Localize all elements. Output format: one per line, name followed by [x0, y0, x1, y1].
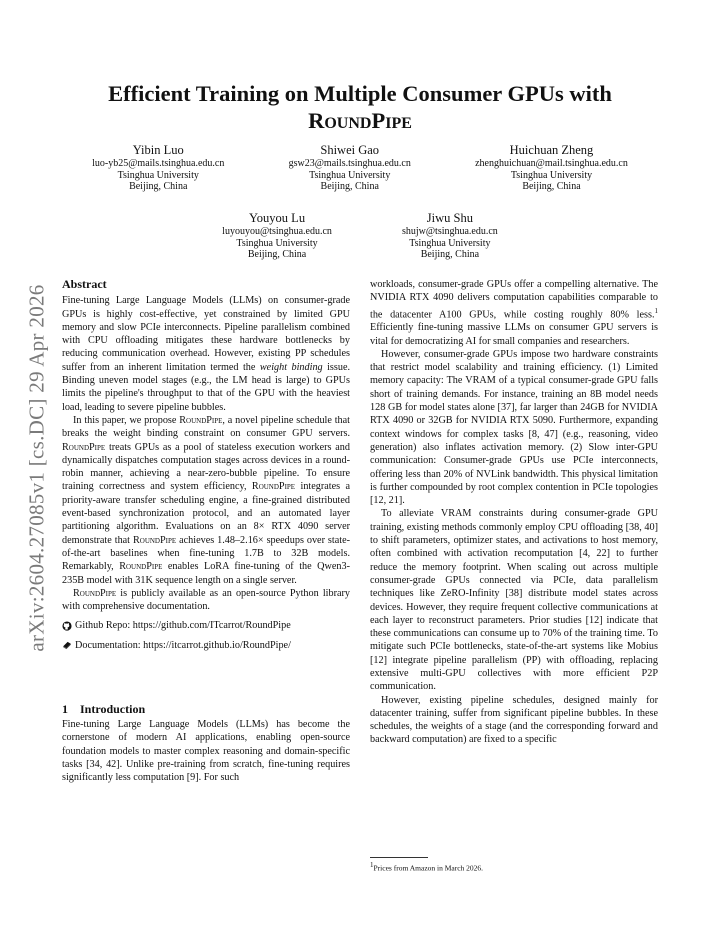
- abstract-paragraph-3: [62, 587, 350, 614]
- author-location: Beijing, China: [522, 181, 581, 192]
- author-block: [92, 143, 224, 193]
- author-affiliation: Tsinghua University: [309, 169, 391, 181]
- right-paragraph-1: [370, 278, 658, 348]
- text-run: is publicly available as an open-source Python library with comprehensive documentation.: [62, 587, 350, 613]
- system-name: RoundPipe: [179, 414, 223, 426]
- text-run: issue. Binding uneven model stages (e.g., the LM head is large) to GPUs limits the pipeline's throughput to that of the GPU with the heaviest load, leading to severe pipeline bubbles.: [62, 361, 351, 413]
- author-block: [402, 211, 498, 261]
- author-name: Huichuan Zheng: [509, 143, 594, 157]
- documentation-text[interactable]: Documentation: https://itcarrot.github.io/RoundPipe/: [75, 639, 291, 651]
- text-run: workloads, consumer-grade GPUs offer a compelling alternative. The NVIDIA RTX 4090 delivers computation capabilities comparable to the datacenter A100 GPUs, while costing roughly 80% less.: [370, 279, 658, 320]
- intro-paragraph-1: Fine-tuning Large Language Models (LLMs) has become the cornerstone of modern AI applications, enabling open-source foundation models to master complex reasoning and domain-specific tasks [34, 42]. Unlike pre-training from scratch, fine-tuning requires significantly less computation [9]. For such: [62, 719, 350, 784]
- footnote-text: Prices from Amazon in March 2026.: [373, 863, 484, 873]
- abstract-paragraph-1: [62, 294, 350, 414]
- arxiv-stamp: [20, 0, 54, 932]
- author-location: Beijing, China: [320, 181, 379, 192]
- text-run: enables LoRA fine-tuning of the Qwen3-235B model with 31K sequence length on a single server.: [62, 561, 350, 586]
- authors-row-2: [60, 211, 660, 261]
- author-email[interactable]: shujw@tsinghua.edu.cn: [401, 226, 498, 237]
- author-name: Shiwei Gao: [320, 143, 380, 157]
- system-name: RoundPipe: [62, 441, 106, 453]
- emphasis-text: weight binding: [259, 361, 323, 373]
- text-run: treats GPUs as a pool of stateless execution workers and dynamically dispatches computation stages across devices in a round-robin manner, achieving a near-zero-bubble pipeline. To ensure training correctness and system efficiency,: [62, 441, 350, 493]
- system-name: RoundPipe: [251, 481, 296, 493]
- author-email[interactable]: luyouyou@tsinghua.edu.cn: [222, 226, 332, 237]
- book-icon: [62, 640, 72, 650]
- author-affiliation: Tsinghua University: [117, 169, 199, 181]
- footnote: [370, 861, 483, 873]
- documentation-link[interactable]: [62, 639, 350, 652]
- author-name: Youyou Lu: [249, 211, 306, 225]
- author-email[interactable]: luo-yb25@mails.tsinghua.edu.cn: [92, 158, 225, 169]
- author-affiliation: Tsinghua University: [236, 237, 318, 249]
- author-name: Jiwu Shu: [426, 211, 473, 225]
- authors-row-1: [60, 143, 660, 193]
- text-run: Fine-tuning Large Language Models (LLMs) on consumer-grade GPUs is highly cost-effective, yet constrained by limited GPU memory and slow PCIe interconnects. Pipeline parallelism combined with CPU offloading mitigates these hardware bottlenecks by reducing communication overhead. However, existing PP schedules suffer from an inherent limitation termed the: [62, 295, 350, 373]
- text-run: In this paper, we propose: [73, 414, 180, 426]
- title-line-2: RoundPipe: [308, 108, 412, 133]
- author-affiliation: Tsinghua University: [409, 237, 491, 249]
- author-affiliation: Tsinghua University: [510, 169, 593, 181]
- author-block: [222, 211, 332, 261]
- text-run: , a novel pipeline schedule that breaks the weight binding constraint on consumer GPU servers.: [62, 414, 350, 440]
- system-name: RoundPipe: [119, 561, 163, 573]
- text-run: integrates a priority-aware transfer scheduling engine, a fine-grained distributed event-based synchronization protocol, and an automated layer partitioning algorithm. Evaluations on an 8× RTX 4090 server demonstrate that: [62, 481, 351, 546]
- right-paragraph-4: However, existing pipeline schedules, designed mainly for datacenter training, suffer from significant pipeline bubbles. In these schedules, the weights of a stage (and the corresponding forward and backward computation) are fixed to a specific: [370, 694, 658, 746]
- author-block: [289, 143, 411, 193]
- author-email[interactable]: gsw23@mails.tsinghua.edu.cn: [288, 158, 411, 169]
- section-number: 1: [62, 702, 68, 716]
- author-location: Beijing, China: [129, 181, 188, 192]
- right-paragraph-2: However, consumer-grade GPUs impose two hardware constraints that restrict model scalability and training efficiency. (1) Limited memory capacity: The VRAM of a typical consumer-grade GPU falls short of training demands. For instance, training an 8B model needs 128 GB for model states alone [37], far larger than 24GB for NVIDIA RTX 4090 or 32GB for NVIDIA RTX 5090. Furthermore, expanding context windows for complex tasks [8, 47] (e.g., reasoning, video generation) also inflates activation memory. (2) Slow inter-GPU communication: Consumer-grade GPUs use PCIe interconnects, offering less than 20% of NVLink bandwidth. This physical limitation is further compounded by root complex contention in PCIe topologies [12, 21].: [370, 348, 658, 507]
- abstract-section: [62, 278, 350, 652]
- system-name: RoundPipe: [73, 587, 117, 599]
- abstract-heading: Abstract: [62, 277, 107, 291]
- footnote-rule: [370, 857, 428, 858]
- author-block: [475, 143, 628, 193]
- text-run: Efficiently fine-tuning massive LLMs on consumer GPU servers is vital for democratizing AI for small companies and researchers.: [370, 322, 658, 347]
- author-email[interactable]: zhenghuichuan@mail.tsinghua.edu.cn: [475, 158, 628, 169]
- arxiv-stamp-text: arXiv:2604.27085v1 [cs.DC] 29 Apr 2026: [24, 284, 49, 652]
- abstract-paragraph-2: [62, 414, 350, 587]
- author-location: Beijing, China: [247, 249, 307, 260]
- title-line-1: Efficient Training on Multiple Consumer GPUs with: [108, 81, 612, 106]
- intro-heading: [62, 702, 145, 717]
- footnote-number: 1: [370, 861, 374, 869]
- github-icon: [62, 621, 72, 631]
- github-repo-text[interactable]: Github Repo: https://github.com/ITcarrot/RoundPipe: [75, 620, 291, 632]
- paper-title: [60, 80, 660, 134]
- text-run: achieves 1.48–2.16× speedups over state-of-the-art baselines when fine-tuning 1.7B to 32B models. Remarkably,: [62, 534, 350, 573]
- right-column: [370, 278, 658, 747]
- author-name: Yibin Luo: [132, 143, 184, 157]
- footnote-mark[interactable]: 1: [654, 306, 658, 315]
- right-paragraph-3: To alleviate VRAM constraints during consumer-grade GPU training, existing methods commonly employ CPU offloading [38, 40] to shift parameters, optimizer states, and activations to host memory, often combined with activation recomputation [4, 22] to further reduce the memory footprint. When scaling out across multiple consumer-grade GPUs connected via PCIe, data parallelism techniques like ZeRO-Infinity [38] distribute model states across devices. However, they require frequent collective communications at each layer to reconstruct parameters. Prior studies [12] indicate that these communications can consume up to 70% of the training time. To mitigate such PCIe bottlenecks, state-of-the-art systems like Mobius [12] integrate pipeline parallelism (PP) with offloading, replacing extensive multi-GPU collectives with more efficient P2P communication.: [370, 508, 658, 693]
- author-location: Beijing, China: [420, 249, 480, 260]
- section-title: Introduction: [80, 702, 146, 716]
- system-name: RoundPipe: [132, 534, 177, 546]
- github-repo-link[interactable]: [62, 619, 350, 632]
